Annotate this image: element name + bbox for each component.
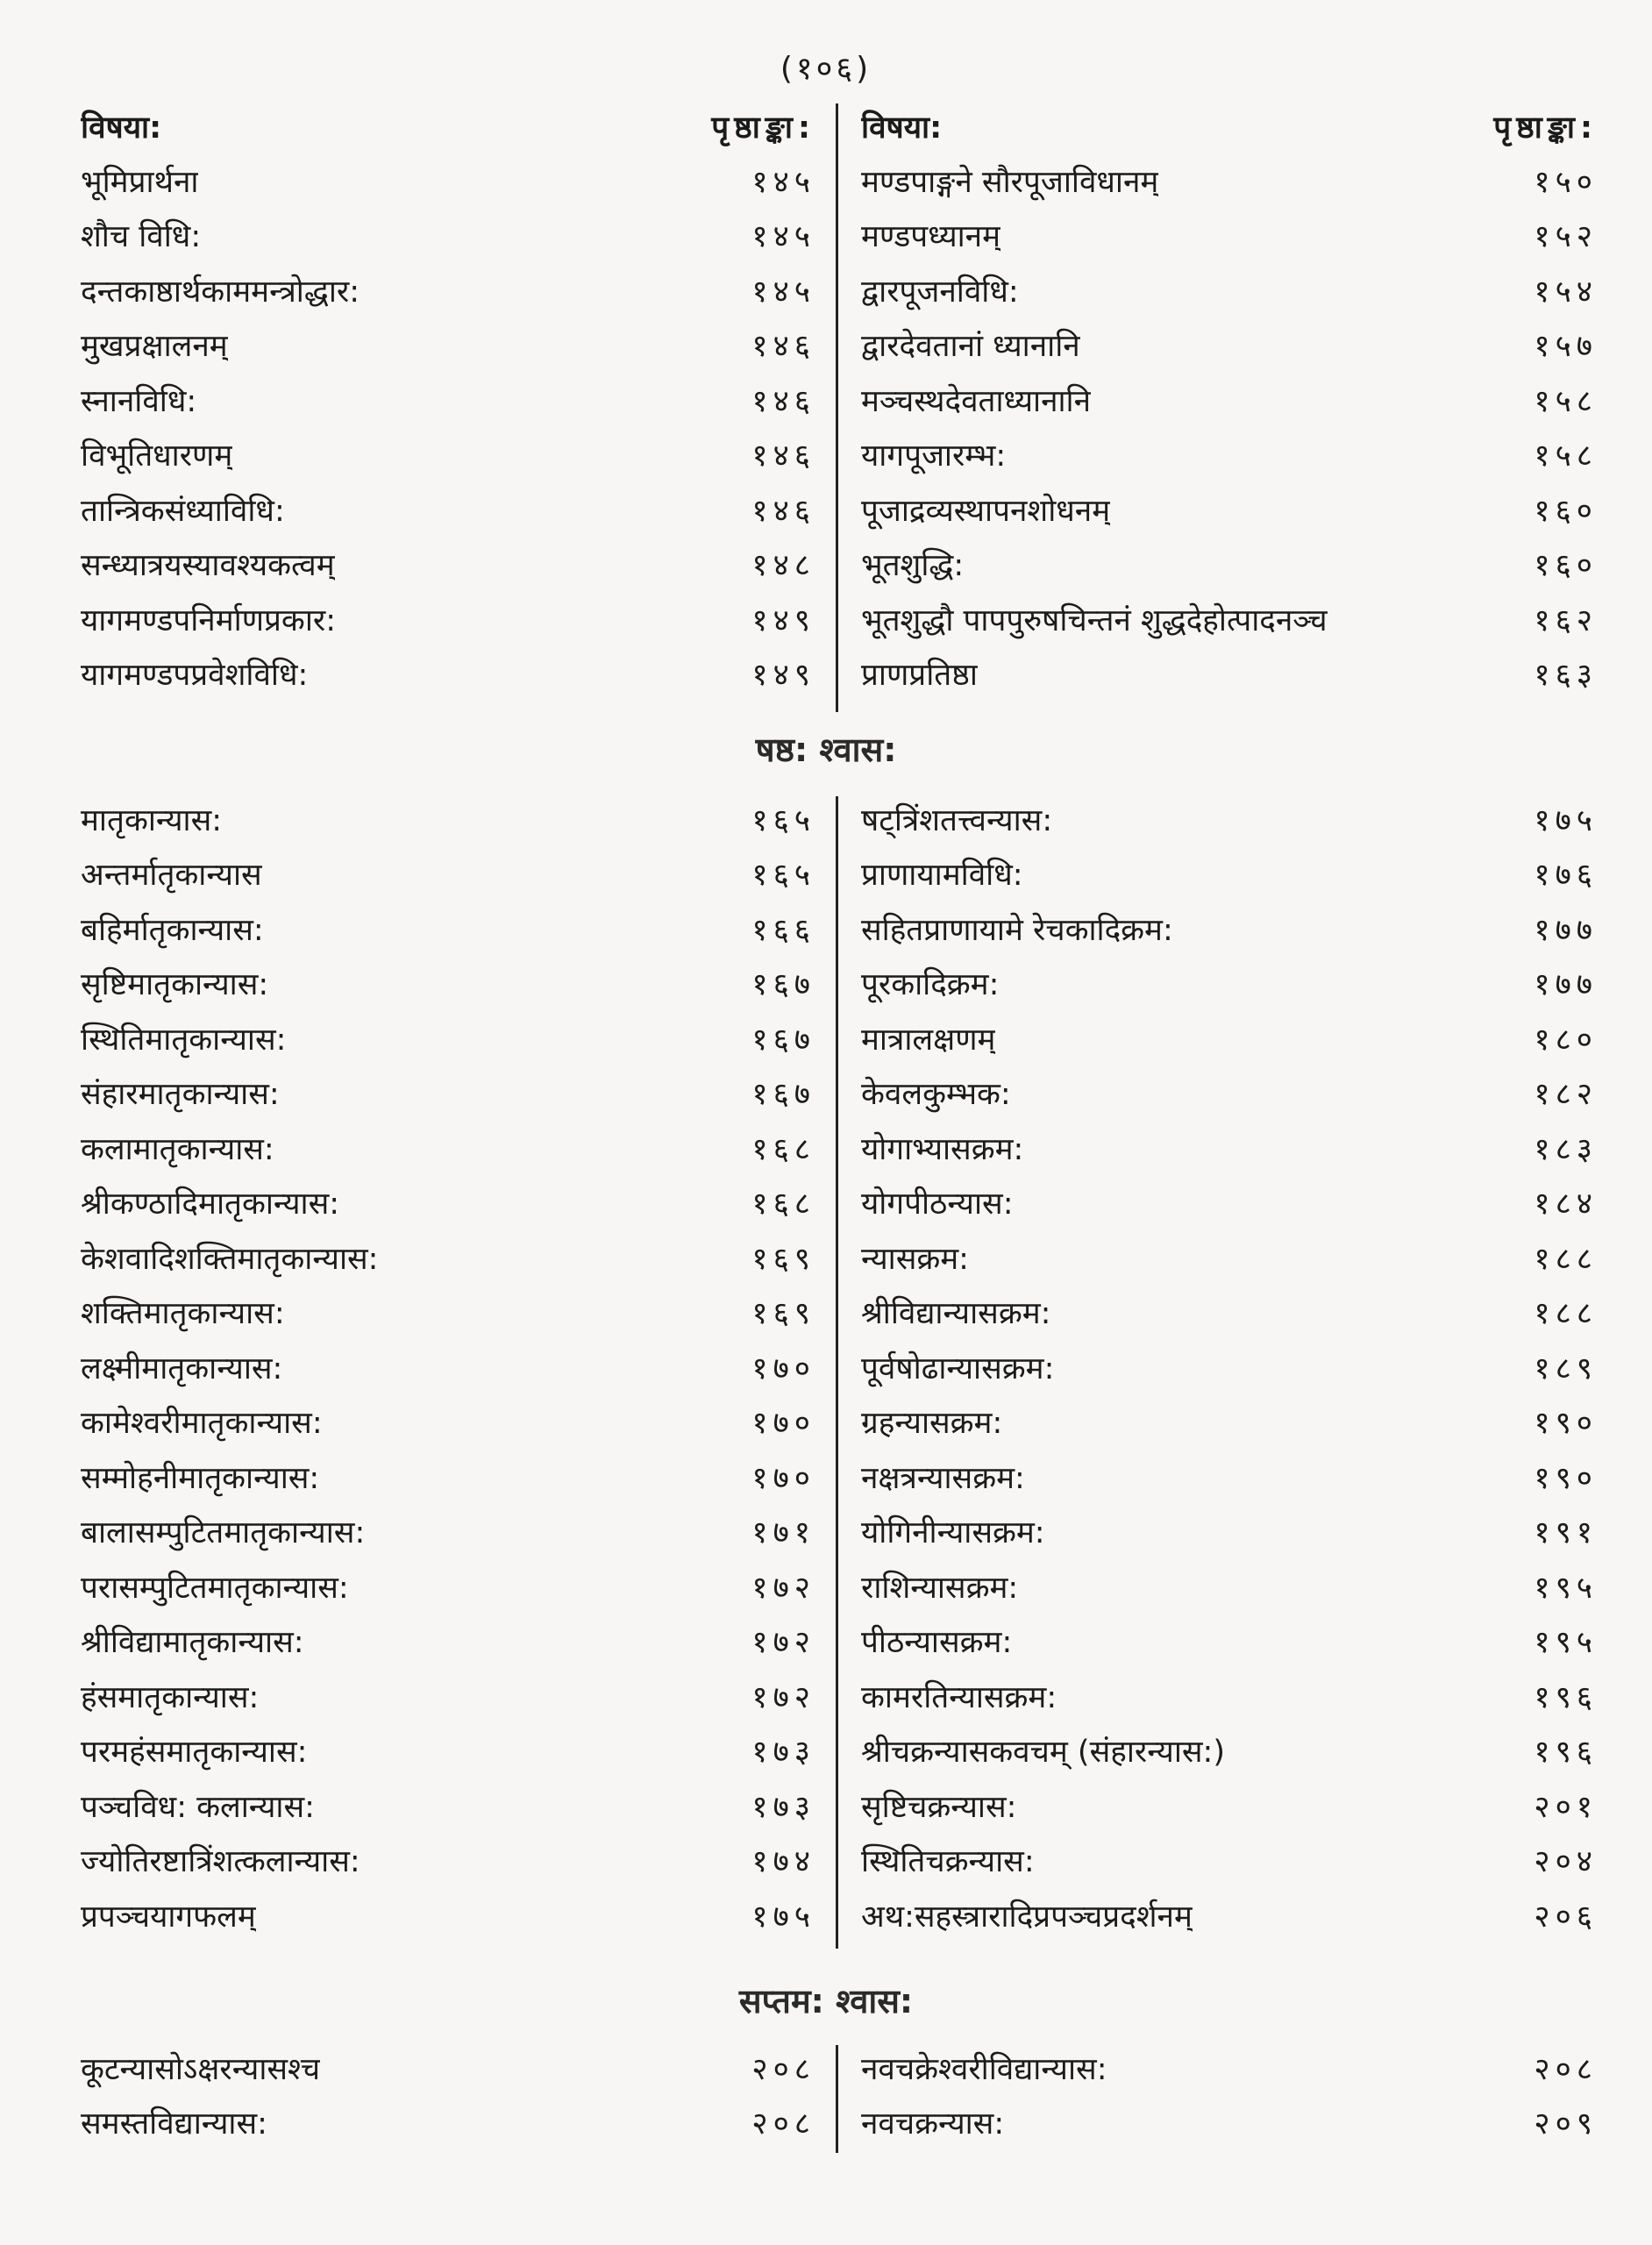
list-item: [81, 652, 815, 697]
page-ref: २०८: [751, 2051, 815, 2087]
topic-text: नवचक्रन्यास:: [861, 2106, 1005, 2142]
topic-text: कामेश्वरीमातृकान्यास:: [81, 1406, 323, 1441]
page-ref: १५८: [1534, 383, 1598, 419]
page-ref: १६०: [1534, 493, 1598, 529]
list-item: [81, 158, 815, 203]
list-item: [81, 267, 815, 313]
page-ref: १७२: [751, 1625, 815, 1660]
topic-text: प्राणायामविधि:: [861, 858, 1023, 893]
topic-text: द्वारदेवतानां ध्यानानि: [861, 329, 1080, 364]
topic-text: परमहंसमातृकान्यास:: [81, 1735, 308, 1770]
page-ref: १६३: [1534, 658, 1598, 693]
topic-text: योगाभ्यासक्रम:: [861, 1131, 1024, 1167]
topic-text: प्राणप्रतिष्ठा: [861, 658, 978, 693]
topic-text: स्थितिचक्रन्यास:: [861, 1844, 1035, 1879]
page-ref: १४५: [751, 164, 815, 200]
page-ref: १४८: [751, 548, 815, 583]
page-ref: १८८: [1534, 1296, 1598, 1331]
topic-text: सहितप्राणायामे रेचकादिक्रम:: [861, 912, 1173, 948]
page-ref: १९६: [1534, 1735, 1598, 1770]
page-ref: १७३: [751, 1789, 815, 1825]
page-ref: १४९: [751, 658, 815, 693]
page-ref: १५०: [1534, 164, 1598, 200]
list-item: [861, 377, 1598, 423]
topic-text: कूटन्यासोऽक्षरन्यासश्च: [81, 2051, 321, 2087]
page-ref: १६२: [1534, 602, 1598, 638]
list-item: [861, 213, 1598, 259]
page-ref: २०८: [751, 2106, 815, 2142]
page-ref: १८८: [1534, 1241, 1598, 1277]
list-item: [81, 323, 815, 368]
list-item: [81, 2045, 815, 2091]
topic-column-header: विषया:: [861, 110, 943, 146]
list-item: [81, 1509, 815, 1555]
topic-text: अन्तर्मातृकान्यास: [81, 858, 262, 893]
topic-text: भूतशुद्धौ पापपुरुषचिन्तनं शुद्धदेहोत्पादनञ्च: [861, 602, 1328, 638]
topic-text: नक्षत्रन्यासक्रम:: [861, 1460, 1025, 1496]
topic-text: स्नानविधि:: [81, 383, 197, 419]
page-ref: १७७: [1534, 967, 1598, 1002]
page-ref: १४६: [751, 383, 815, 419]
topic-text: पूर्वषोढान्यासक्रम:: [861, 1351, 1055, 1386]
topic-text: शौच विधि:: [81, 219, 202, 254]
page-ref: २०८: [1534, 2051, 1598, 2087]
page-ref: १७४: [751, 1844, 815, 1879]
page-ref: १८२: [1534, 1077, 1598, 1112]
section-title: षष्ठ: श्वास:: [755, 731, 897, 769]
page-ref: १६०: [1534, 548, 1598, 583]
page-ref: २०६: [1534, 1899, 1598, 1935]
list-item: [861, 1892, 1598, 1938]
topic-text: सन्ध्यात्रयस्यावश्यकत्वम्: [81, 548, 335, 583]
list-item: [81, 1892, 815, 1938]
topic-text: योगिनीन्यासक्रम:: [861, 1515, 1045, 1550]
list-item: [861, 906, 1598, 951]
topic-text: पूरकादिक्रम:: [861, 967, 1000, 1002]
topic-text: श्रीकण्ठादिमातृकान्यास:: [81, 1187, 340, 1222]
page-ref: १८०: [1534, 1022, 1598, 1058]
topic-text: बालासम्पुटितमातृकान्यास:: [81, 1515, 366, 1550]
page-ref: १६८: [751, 1187, 815, 1222]
list-item: [861, 2045, 1598, 2091]
page-ref: १४५: [751, 219, 815, 254]
topic-text: पूजाद्रव्यस्थापनशोधनम्: [861, 493, 1111, 529]
topic-text: योगपीठन्यास:: [861, 1187, 1014, 1222]
page-ref: १७३: [751, 1735, 815, 1770]
topic-text: बहिर्मातृकान्यास:: [81, 912, 264, 948]
page-ref: २०१: [1534, 1789, 1598, 1825]
list-item: [81, 1454, 815, 1500]
page-ref: १८३: [1534, 1131, 1598, 1167]
list-item: [81, 1619, 815, 1664]
topic-text: यागमण्डपप्रवेशविधि:: [81, 658, 309, 693]
topic-text: समस्तविद्यान्यास:: [81, 2106, 267, 2142]
list-item: [861, 796, 1598, 842]
topic-column-header: विषया:: [81, 110, 162, 146]
page-ref: १६८: [751, 1131, 815, 1167]
page-ref: १९०: [1534, 1406, 1598, 1441]
topic-text: शक्तिमातृकान्यास:: [81, 1296, 285, 1331]
list-item: [81, 1290, 815, 1336]
topic-text: अथ:सहस्त्रारादिप्रपञ्चप्रदर्शनम्: [861, 1899, 1193, 1935]
page-ref: १४५: [751, 274, 815, 310]
topic-text: ग्रहन्यासक्रम:: [861, 1406, 1003, 1441]
list-item: [81, 1400, 815, 1445]
topic-text: परासम्पुटितमातृकान्यास:: [81, 1570, 349, 1606]
topic-text: सृष्टिचक्रन्यास:: [861, 1789, 1017, 1825]
list-item: [81, 1838, 815, 1884]
topic-text: न्यासक्रम:: [861, 1241, 969, 1277]
page-ref: १७०: [751, 1460, 815, 1496]
topic-text: यागपूजारम्भ:: [861, 438, 1007, 474]
topic-text: सम्मोहनीमातृकान्यास:: [81, 1460, 320, 1496]
page-ref: १५२: [1534, 219, 1598, 254]
list-item: [861, 487, 1598, 532]
topic-text: केशवादिशक्तिमातृकान्यास:: [81, 1241, 379, 1277]
page-ref: १९५: [1534, 1625, 1598, 1660]
topic-text: मातृकान्यास:: [81, 802, 223, 838]
page-ref: १६५: [751, 802, 815, 838]
page-ref: १८९: [1534, 1351, 1598, 1386]
topic-text: सृष्टिमातृकान्यास:: [81, 967, 269, 1002]
list-item: [861, 1838, 1598, 1884]
page-ref: १७६: [1534, 858, 1598, 893]
list-item: [81, 1016, 815, 1061]
page-ref: १६६: [751, 912, 815, 948]
topic-text: मण्डपध्यानम्: [861, 219, 1001, 254]
page-ref: १४६: [751, 493, 815, 529]
page-ref: १५८: [1534, 438, 1598, 474]
topic-text: भूतशुद्धि:: [861, 548, 965, 583]
list-item: [81, 377, 815, 423]
list-item: [861, 652, 1598, 697]
page-ref: १६९: [751, 1296, 815, 1331]
topic-text: नवचक्रेश्वरीविद्यान्यास:: [861, 2051, 1107, 2087]
topic-text: मात्रालक्षणम्: [861, 1022, 996, 1058]
list-item: [861, 1509, 1598, 1555]
page-ref: १६७: [751, 1077, 815, 1112]
page-ref: १४६: [751, 329, 815, 364]
list-item: [861, 1016, 1598, 1061]
page-ref: १६७: [751, 1022, 815, 1058]
topic-text: केवलकुम्भक:: [861, 1077, 1011, 1112]
list-item: [81, 1180, 815, 1226]
page-ref: १७१: [751, 1515, 815, 1550]
column-header-row: [861, 103, 1598, 149]
list-item: [861, 1619, 1598, 1664]
list-item: [81, 1235, 815, 1280]
topic-text: भूमिप्रार्थना: [81, 164, 199, 200]
page-ref: २०४: [1534, 1844, 1598, 1879]
list-item: [861, 1071, 1598, 1116]
topic-text: श्रीचक्रन्यासकवचम् (संहारन्यास:): [861, 1735, 1225, 1770]
page-ref: १७२: [751, 1679, 815, 1715]
page-ref: १६५: [751, 858, 815, 893]
list-item: [81, 1125, 815, 1171]
topic-text: लक्ष्मीमातृकान्यास:: [81, 1351, 283, 1386]
page-ref: १७०: [751, 1351, 815, 1386]
topic-text: स्थितिमातृकान्यास:: [81, 1022, 287, 1058]
page-ref: १६७: [751, 967, 815, 1002]
list-item: [81, 1344, 815, 1390]
page-ref: १७५: [1534, 802, 1598, 838]
column-header-row: [81, 103, 815, 149]
topic-text: द्वारपूजनविधि:: [861, 274, 1019, 310]
list-item: [81, 1673, 815, 1719]
list-item: [861, 852, 1598, 897]
list-item: [81, 906, 815, 951]
list-item: [81, 596, 815, 642]
page-number: (१०६): [780, 51, 872, 87]
list-item: [81, 542, 815, 588]
topic-text: ज्योतिरष्टात्रिंशत्कलान्यास:: [81, 1844, 360, 1879]
page-ref: २०९: [1534, 2106, 1598, 2142]
list-item: [81, 961, 815, 1007]
topic-text: विभूतिधारणम्: [81, 438, 233, 474]
page-ref: १५७: [1534, 329, 1598, 364]
topic-text: तान्त्रिकसंध्याविधि:: [81, 493, 285, 529]
list-item: [861, 1454, 1598, 1500]
list-item: [81, 796, 815, 842]
list-item: [861, 267, 1598, 313]
list-item: [81, 213, 815, 259]
list-item: [81, 1071, 815, 1116]
page-ref: १४६: [751, 438, 815, 474]
page-ref: १७०: [751, 1406, 815, 1441]
topic-text: संहारमातृकान्यास:: [81, 1077, 280, 1112]
page-ref: १९६: [1534, 1679, 1598, 1715]
list-item: [861, 2100, 1598, 2146]
topic-text: हंसमातृकान्यास:: [81, 1679, 260, 1715]
list-item: [861, 1728, 1598, 1774]
list-item: [861, 596, 1598, 642]
topic-text: मुखप्रक्षालनम्: [81, 329, 228, 364]
page-ref: १७७: [1534, 912, 1598, 948]
list-item: [861, 1180, 1598, 1226]
list-item: [81, 1564, 815, 1609]
topic-text: मञ्चस्थदेवताध्यानानि: [861, 383, 1092, 419]
list-item: [81, 852, 815, 897]
page-ref: १७५: [751, 1899, 815, 1935]
topic-text: पञ्चविध: कलान्यास:: [81, 1789, 315, 1825]
page-ref: १९५: [1534, 1570, 1598, 1606]
page-ref: १६९: [751, 1241, 815, 1277]
topic-text: कलामातृकान्यास:: [81, 1131, 274, 1167]
page-ref: १७२: [751, 1570, 815, 1606]
list-item: [861, 1235, 1598, 1280]
list-item: [861, 1564, 1598, 1609]
topic-text: श्रीविद्यामातृकान्यास:: [81, 1625, 304, 1660]
list-item: [861, 1783, 1598, 1828]
list-item: [81, 487, 815, 532]
list-item: [861, 432, 1598, 478]
page-ref: १८४: [1534, 1187, 1598, 1222]
topic-text: श्रीविद्यान्यासक्रम:: [861, 1296, 1051, 1331]
list-item: [81, 2100, 815, 2146]
topic-text: राशिन्यासक्रम:: [861, 1570, 1019, 1606]
list-item: [861, 1290, 1598, 1336]
list-item: [81, 1783, 815, 1828]
list-item: [861, 542, 1598, 588]
column-divider: [836, 796, 838, 1949]
page-column-header: पृष्ठाङ्का:: [711, 110, 815, 146]
list-item: [81, 1728, 815, 1774]
list-item: [861, 1344, 1598, 1390]
column-divider: [836, 103, 838, 712]
page-ref: १४९: [751, 602, 815, 638]
list-item: [861, 1673, 1598, 1719]
page-ref: १५४: [1534, 274, 1598, 310]
list-item: [861, 323, 1598, 368]
topic-text: पीठन्यासक्रम:: [861, 1625, 1013, 1660]
page-column-header: पृष्ठाङ्का:: [1493, 110, 1598, 146]
topic-text: षट्त्रिंशतत्त्वन्यास:: [861, 802, 1053, 838]
topic-text: मण्डपाङ्गने सौरपूजाविधानम्: [861, 164, 1159, 200]
list-item: [861, 1400, 1598, 1445]
list-item: [81, 432, 815, 478]
topic-text: कामरतिन्यासक्रम:: [861, 1679, 1057, 1715]
topic-text: यागमण्डपनिर्माणप्रकार:: [81, 602, 336, 638]
section-title: सप्तम: श्वास:: [738, 1982, 914, 2020]
topic-text: प्रपञ्चयागफलम्: [81, 1899, 256, 1935]
column-divider: [836, 2045, 838, 2153]
page-ref: १९०: [1534, 1460, 1598, 1496]
list-item: [861, 961, 1598, 1007]
list-item: [861, 158, 1598, 203]
list-item: [861, 1125, 1598, 1171]
topic-text: दन्तकाष्ठार्थकाममन्त्रोद्धार:: [81, 274, 360, 310]
page-ref: १९१: [1534, 1515, 1598, 1550]
